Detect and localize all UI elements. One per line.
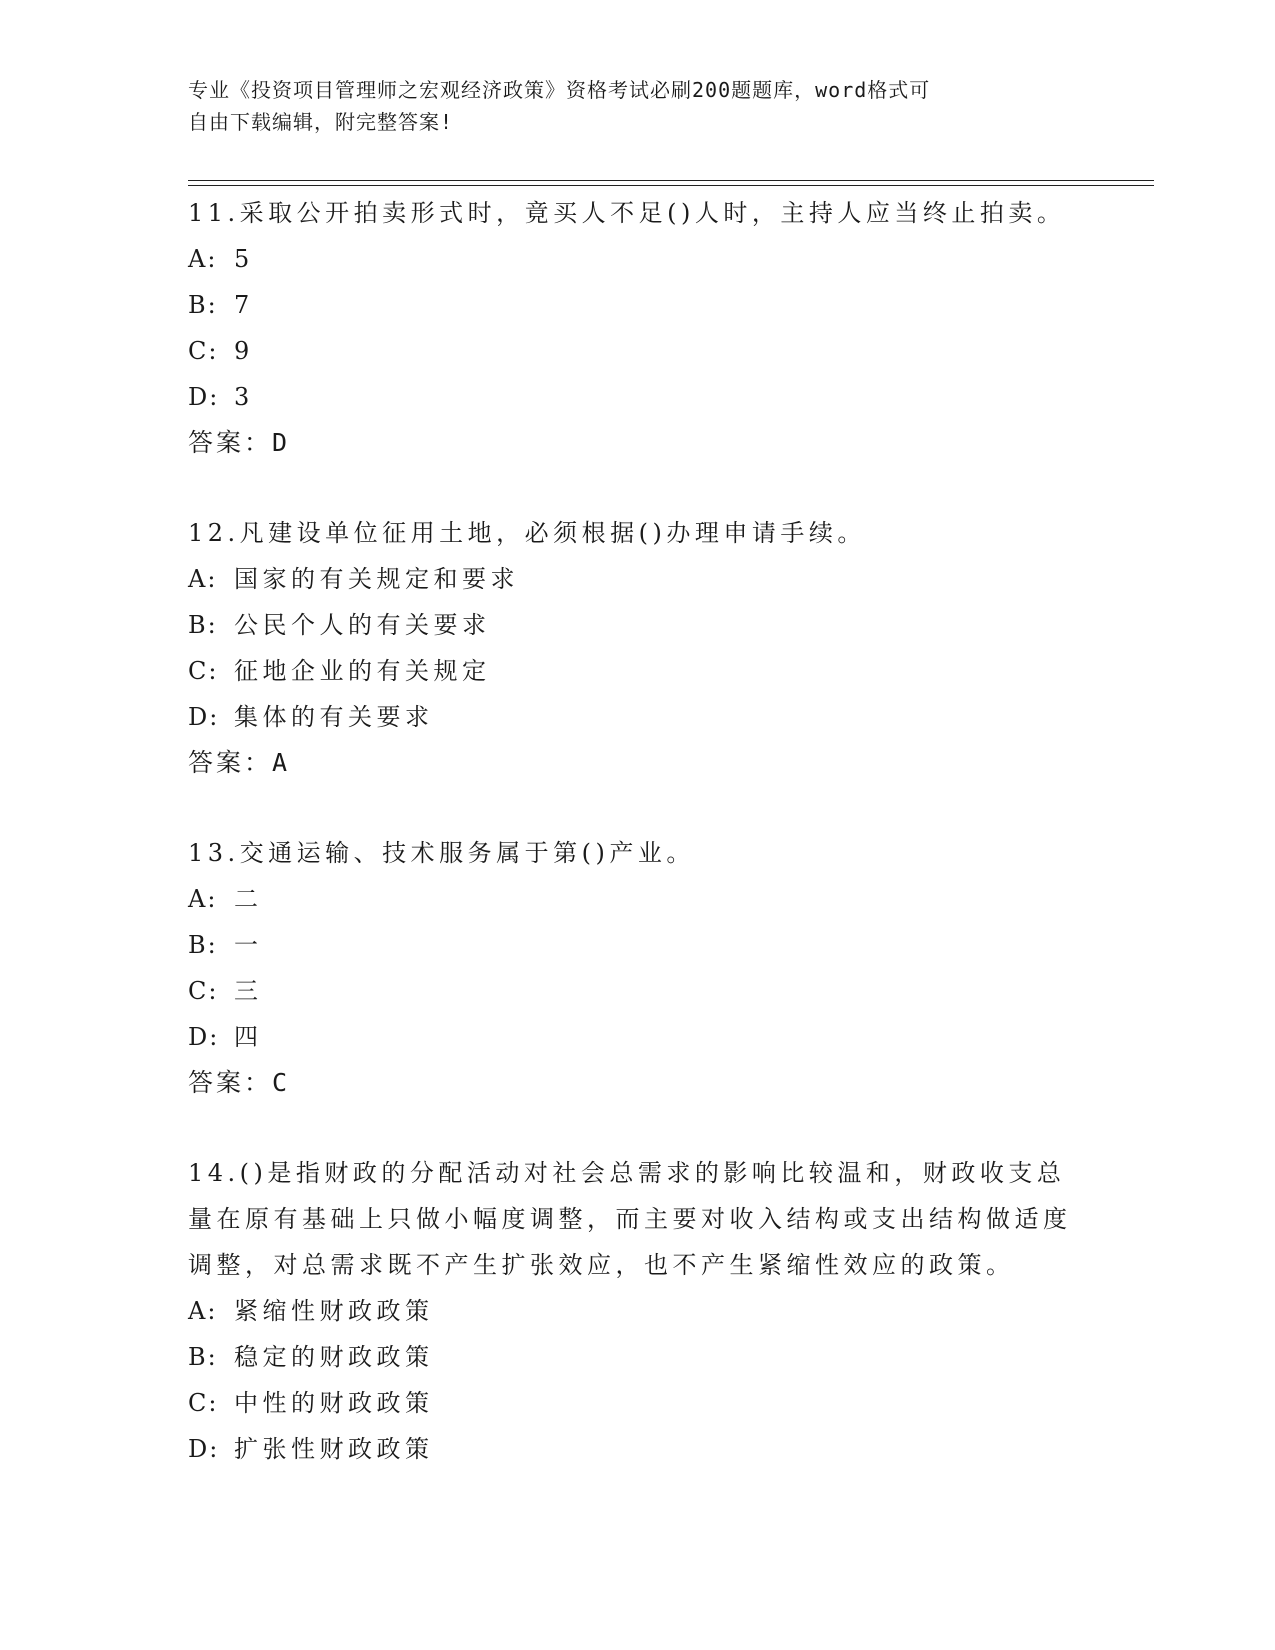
option-label: A: — [188, 245, 218, 273]
option-b — [188, 922, 1088, 968]
answer-value: D — [272, 428, 289, 457]
option-text: 中性的财政政策 — [234, 1389, 434, 1417]
question-list — [188, 190, 1088, 1516]
header-line-1: 专业《投资项目管理师之宏观经济政策》资格考试必刷200题题库，word格式可 — [188, 78, 931, 102]
option-label: C: — [188, 1389, 219, 1417]
option-label: A: — [188, 565, 218, 593]
option-a — [188, 1288, 1088, 1334]
question-11 — [188, 190, 1088, 466]
answer-label: 答案： — [188, 748, 273, 777]
option-text: 征地企业的有关规定 — [234, 657, 491, 685]
option-c — [188, 968, 1088, 1014]
option-text: 一 — [234, 931, 263, 959]
option-d — [188, 694, 1088, 740]
option-label: D: — [188, 1435, 220, 1463]
answer-line — [188, 740, 1088, 786]
option-label: A: — [188, 885, 218, 913]
option-d — [188, 1426, 1088, 1472]
option-label: B: — [188, 291, 218, 319]
document-header — [188, 74, 1068, 138]
option-c — [188, 328, 1088, 374]
option-label: C: — [188, 657, 219, 685]
option-d — [188, 374, 1088, 420]
question-text: 12.凡建设单位征用土地，必须根据()办理申请手续。 — [188, 519, 866, 547]
option-label: C: — [188, 977, 219, 1005]
option-label: C: — [188, 337, 219, 365]
option-label: A: — [188, 1297, 218, 1325]
option-c — [188, 648, 1088, 694]
question-text: 11.采取公开拍卖形式时，竟买人不足()人时，主持人应当终止拍卖。 — [188, 199, 1066, 227]
question-12 — [188, 510, 1088, 786]
question-text: 14.()是指财政的分配活动对社会总需求的影响比较温和，财政收支总量在原有基础上只做小幅度调整，而主要对收入结构或支出结构做适度调整，对总需求既不产生扩张效应，也不产生紧缩性效应的政策。 — [188, 1159, 1072, 1279]
option-text: 9 — [234, 337, 254, 365]
option-b — [188, 1334, 1088, 1380]
answer-value: A — [272, 748, 289, 777]
option-text: 稳定的财政政策 — [234, 1343, 434, 1371]
option-a — [188, 236, 1088, 282]
question-text: 13.交通运输、技术服务属于第()产业。 — [188, 839, 695, 867]
option-text: 四 — [234, 1023, 263, 1051]
option-text: 紧缩性财政政策 — [234, 1297, 434, 1325]
option-text: 5 — [234, 245, 254, 273]
option-label: D: — [188, 383, 220, 411]
option-text: 集体的有关要求 — [234, 703, 434, 731]
answer-line — [188, 1060, 1088, 1106]
option-text: 3 — [234, 383, 254, 411]
option-b — [188, 282, 1088, 328]
header-double-rule — [188, 180, 1154, 186]
option-label: D: — [188, 703, 220, 731]
option-a — [188, 876, 1088, 922]
question-14 — [188, 1150, 1088, 1472]
header-line-2: 自由下载编辑，附完整答案! — [188, 110, 454, 134]
answer-line — [188, 420, 1088, 466]
option-label: B: — [188, 1343, 218, 1371]
option-text: 7 — [234, 291, 254, 319]
option-label: D: — [188, 1023, 220, 1051]
option-text: 国家的有关规定和要求 — [234, 565, 519, 593]
question-13 — [188, 830, 1088, 1106]
option-c — [188, 1380, 1088, 1426]
option-text: 二 — [234, 885, 263, 913]
option-text: 公民个人的有关要求 — [234, 611, 491, 639]
option-label: B: — [188, 931, 218, 959]
answer-value: C — [272, 1068, 289, 1097]
answer-label: 答案： — [188, 428, 273, 457]
option-text: 扩张性财政政策 — [234, 1435, 434, 1463]
option-b — [188, 602, 1088, 648]
option-label: B: — [188, 611, 218, 639]
option-a — [188, 556, 1088, 602]
option-text: 三 — [234, 977, 263, 1005]
answer-label: 答案： — [188, 1068, 273, 1097]
option-d — [188, 1014, 1088, 1060]
